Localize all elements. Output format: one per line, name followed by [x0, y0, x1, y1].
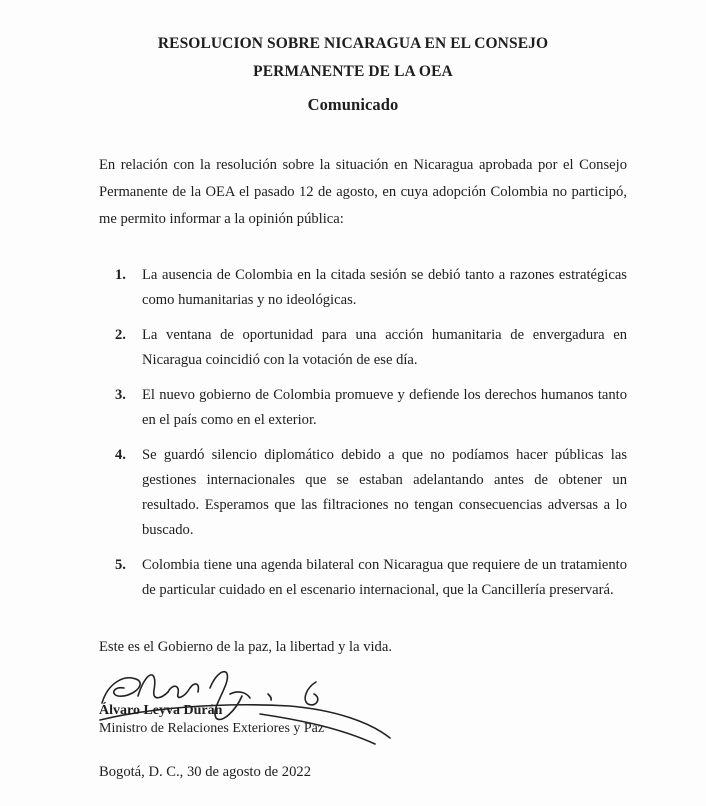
list-item-number: 5. — [115, 557, 126, 573]
list-item — [115, 263, 627, 313]
document-title-line-2: PERMANENTE DE LA OEA — [253, 63, 453, 80]
list-item — [115, 323, 627, 373]
points-list — [115, 263, 627, 613]
intro-paragraph: En relación con la resolución sobre la situación en Nicaragua aprobada por el Consejo Permanente de la OEA el pasado 12 de agosto, en cuya adopción Colombia no participó, me permito informar a la opinión pública: — [99, 157, 627, 227]
signer-role: Ministro de Relaciones Exteriores y Paz — [99, 721, 325, 736]
list-item-number: 2. — [115, 327, 126, 343]
list-item-number: 3. — [115, 387, 126, 403]
closing-statement: Este es el Gobierno de la paz, la libertad y la vida. — [99, 639, 392, 655]
list-item — [115, 553, 627, 603]
list-item-text: Se guardó silencio diplomático debido a que no podíamos hacer públicas las gestiones internacionales que se estaban adelantando antes de obtener un resultado. Esperamos que las filtraciones no tengan consecuencias adversas a lo buscado. — [142, 447, 627, 538]
list-item — [115, 383, 627, 433]
handwritten-signature — [80, 658, 400, 753]
document-subtitle: Comunicado — [307, 95, 399, 114]
list-item-text: La ventana de oportunidad para una acción humanitaria de envergadura en Nicaragua coincidió con la votación de ese día. — [142, 327, 627, 368]
list-item-text: La ausencia de Colombia en la citada sesión se debió tanto a razones estratégicas como humanitarias y no ideológicas. — [142, 267, 627, 308]
list-item-number: 1. — [115, 267, 126, 283]
list-item-number: 4. — [115, 447, 126, 463]
list-item — [115, 443, 627, 543]
document-title-line-1: RESOLUCION SOBRE NICARAGUA EN EL CONSEJO — [157, 35, 549, 52]
list-item-text: Colombia tiene una agenda bilateral con Nicaragua que requiere de un tratamiento de particular cuidado en el escenario internacional, que la Cancillería preservará. — [142, 557, 627, 598]
document-date: Bogotá, D. C., 30 de agosto de 2022 — [99, 764, 311, 780]
list-item-text: El nuevo gobierno de Colombia promueve y defiende los derechos humanos tanto en el país como en el exterior. — [142, 387, 627, 428]
signer-name: Álvaro Leyva Durán — [99, 703, 223, 718]
